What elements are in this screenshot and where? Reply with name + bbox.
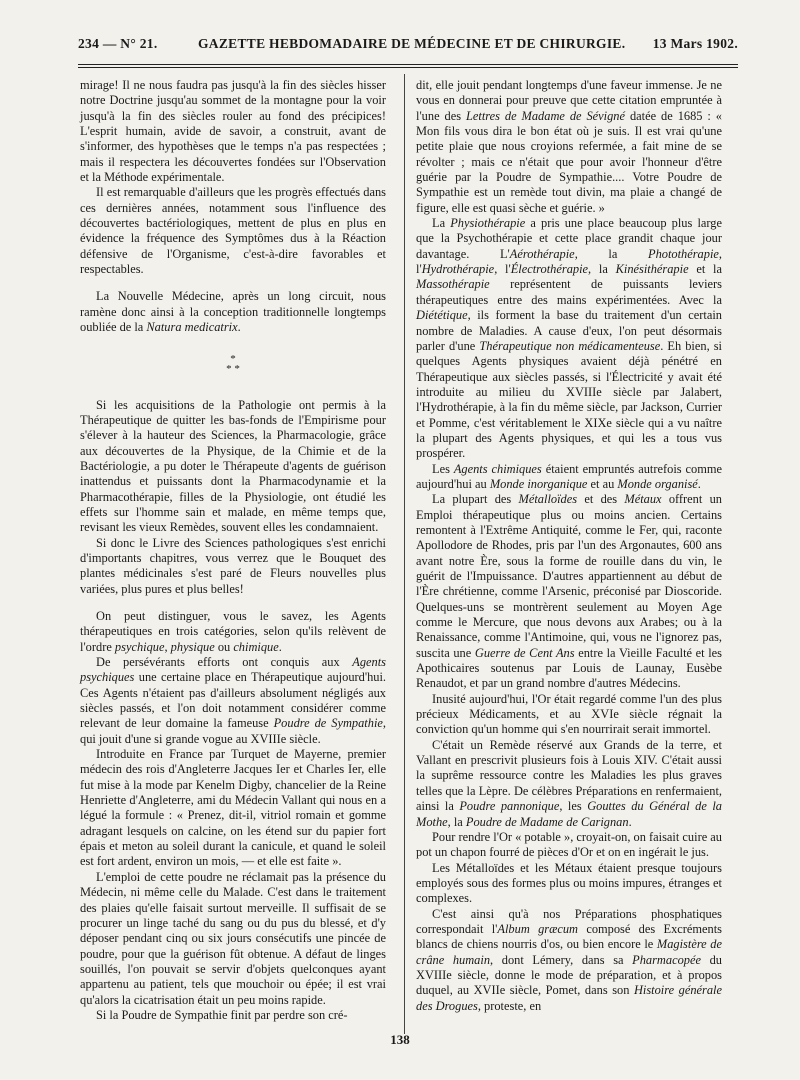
paragraph: Il est remarquable d'ailleurs que les progrès effectués dans ces dernières années, notamment sous l'influence des découvertes bactériologiques, mettent de plus en plus en évidence la fréquence des Symptômes dus à la Réaction défensive de l'Organisme, c'est-à-dire favorables et respectables. — [80, 185, 386, 277]
paragraph: Les Métalloïdes et les Métaux étaient presque toujours employés sous des formes plus ou moins impures, étranges et complexes. — [416, 860, 722, 906]
paragraph: Pour rendre l'Or « potable », croyait-on, on faisait cuire au pot un chapon fourré de pièces d'Or et on en ingérait le jus. — [416, 829, 722, 860]
paragraph: C'est ainsi qu'à nos Préparations phosphatiques correspondait l'Album græcum composé des Excréments blancs de chiens nourris d'os, ou bien encore le Magistère de crâne humain, dont Lémery, dans sa Pharmacopée du XVIIIe siècle, donne le mode de préparation, et à propos duquel, au XVIIe siècle, Pomet, dans son Histoire générale des Drogues, proteste, en — [416, 906, 722, 1013]
paragraph: La plupart des Métalloïdes et des Métaux offrent un Emploi thérapeutique plus ou moins ancien. Certains remontent à l'Extrême Antiquité, comme le Fer, qui, raconte Apollodore de Rhodes, pris par l'un des Argonautes, 600 ans avant notre Ère, sous la forme de rouille dans du vin, le guérit de l'Impuissance. D'autres appartiennent au début de l'Ère chrétienne, comme l'Arsenic, préconisé par Dioscoride. Quelques-uns se montrèrent seulement au Moyen Age comme le Mercure, que nous devons aux Arabes; ou à la Renaissance, comme l'Antimoine, qui, vous ne l'ignorez pas, suscita une Guerre de Cent Ans entre la Vieille Faculté et les Apothicaires soutenus par Louis de Launay, Eusèbe Renaudot, et par un grand nombre d'autres Médecins. — [416, 492, 723, 691]
paragraph: Si la Poudre de Sympathie finit par perdre son cré- — [96, 1007, 348, 1022]
issue-date: 13 Mars 1902. — [652, 36, 738, 51]
page-number: 138 — [390, 1032, 410, 1047]
paragraph: Inusité aujourd'hui, l'Or était regardé comme l'un des plus précieux Médicaments, et au XVIe siècle régnait la conviction qu'un homme qui s'en nourrirait serait immortel. — [416, 691, 722, 737]
paragraph: C'était un Remède réservé aux Grands de la terre, et Vallant en prescrivit plusieurs fois à Louis XIV. C'était aussi la suprême ressource contre les Maladies les plus graves telles que la Lèpre. De célèbres Préparations en renfermaient, ainsi la Poudre pannonique, les Gouttes du Général de la Mothe, la Poudre de Madame de Carignan. — [416, 737, 723, 829]
paragraph: L'emploi de cette poudre ne réclamait pas la présence du Médecin, ni même celle du Malade. C'est dans le traitement des plaies qu'elle faisait surtout merveille. Il suffisait de se procurer un linge taché du sang ou du pus du blessé, et d'y déposer pendant cinq ou six jours consécutifs une pincée de poudre, pour que la guérison fût obtenue. A défaut de linges souillés, l'on pouvait se servir d'objets quelconques ayant appartenu au patient, tels que mouchoir ou épée; il est vrai qu'alors la cicatrisation était un peu moins rapide. — [80, 869, 386, 1007]
paragraph: Les Agents chimiques étaient empruntés autrefois comme aujourd'hui au Monde inorganique et au Monde organisé. — [416, 461, 722, 491]
section-separator: * * * — [226, 352, 240, 375]
paragraph: mirage! Il ne nous faudra pas jusqu'à la fin des siècles hisser notre Doctrine jusqu'au sommet de la montagne pour la voir jusqu'à la fin des siècles rouler au fond des précipices! L'esprit humain, avide de savoir, a construit, avant de s'informer, des hypothèses que le temps n'a pas respectées ; mais il respectera les découvertes fondées sur l'Observation et la Méthode expérimentale. — [80, 78, 386, 185]
column-divider — [404, 74, 405, 1034]
paragraph: Si les acquisitions de la Pathologie ont permis à la Thérapeutique de quitter les bas-fonds de l'Empirisme pour s'élever à la hauteur des Sciences, la Pharmacologie, grâce aux découvertes de la Physique, de la Chimie et de la Bactériologie, a pu doter le Thérapeute d'agents de guérison inattendus et puissants dont la Pharmacodynamie et la Pharmacothérapie, filles de la Physiologie, ont étudié les effets sur l'homme sain et malade, en même temps que, revisant les vieux Remèdes, souvent elles les condamnaient. — [80, 397, 386, 535]
paragraph: dit, elle jouit pendant longtemps d'une faveur immense. Je ne vous en donnerai pour preuve que cette citation empruntée à l'une des Lettres de Madame de Sévigné datée de 1685 : « Mon fils vous dira le bon état où je suis. Il est vrai qu'une petite plaie que nous croyions refermée, a fait mine de se révolter ; mais ce n'était que pour avoir l'honneur d'être guérie par la Poudre de Sympathie.... Votre Poudre de Sympathie est un remède tout divin, ma plaie a changé de figure, elle est quasi sèche et guérie. » — [416, 78, 723, 215]
right-column — [416, 78, 722, 1014]
left-column — [80, 78, 386, 1023]
header-rule — [78, 64, 738, 68]
paragraph: Si donc le Livre des Sciences pathologiques s'est enrichi d'importants chapitres, vous verrez que le Bouquet des plantes médicinales s'est paré de Fleurs nouvelles plus variées, plus pures et plus belles! — [80, 535, 386, 596]
paragraph: La Nouvelle Médecine, après un long circuit, nous ramène donc ainsi à la conception traditionnelle longtemps oubliée de la Natura medicatrix. — [80, 289, 386, 335]
paragraph: On peut distinguer, vous le savez, les Agents thérapeutiques en trois catégories, selon qu'ils relèvent de l'ordre psychique, physique ou chimique. — [80, 608, 386, 654]
journal-title: GAZETTE HEBDOMADAIRE DE MÉDECINE ET DE CHIRURGIE. — [198, 36, 626, 51]
page-header — [78, 36, 738, 58]
paragraph: La Physiothérapie a pris une place beaucoup plus large que la Psychothérapie et cette place grandit chaque jour davantage. L'Aérothérapie, la Photothérapie, l'Hydrothérapie, l'Électrothérapie, la Kinésithérapie et la Massothérapie représentent de puissants leviers thérapeutiques entre des mains expérimentées. Avec la Diététique, ils forment la base du traitement d'un certain nombre de Maladies. A cause d'eux, l'on peut désormais parler d'une Thérapeutique non médicamenteuse. Eh bien, si quelques Agents physiques avaient déjà pénétré en Thérapeutique aux siècles passés, si l'Électricité y avait été introduite au milieu du XVIIIe siècle par Jalabert, l'Hydrothérapie, à la fin du même siècle, par Jackson, Currier et Pomme, c'est véritablement le XIXe siècle qui a vu naître la plupart des Agents physiques, et qui les a tous vus prospérer. — [416, 216, 723, 461]
paragraph: De persévérants efforts ont conquis aux Agents psychiques une certaine place en Thérapeutique aujourd'hui. Ces Agents n'étaient pas d'ailleurs absolument négligés aux siècles passés, et l'on doit notamment considérer comme relevant de leur domaine la fameuse Poudre de Sympathie, qui jouit d'une si grande vogue au XVIIIe siècle. — [80, 655, 386, 746]
folio: 234 — N° 21. — [78, 36, 158, 51]
paragraph: Introduite en France par Turquet de Mayerne, premier médecin des rois d'Angleterre Jacques Ier et Charles Ier, elle fut mise à la mode par Kenelm Digby, chancelier de la Reine Henriette d'Angleterre, ami du Médecin Vallant qui nous en a légué la formule : « Prenez, dit-il, vitriol romain et gomme adragant lesquels on calcine, on les étend sur du papier fort épais et meton au soleil durant la canicule, et quand le soleil est fort ardent, environ un mois, — et elle est faite ». — [80, 747, 386, 869]
